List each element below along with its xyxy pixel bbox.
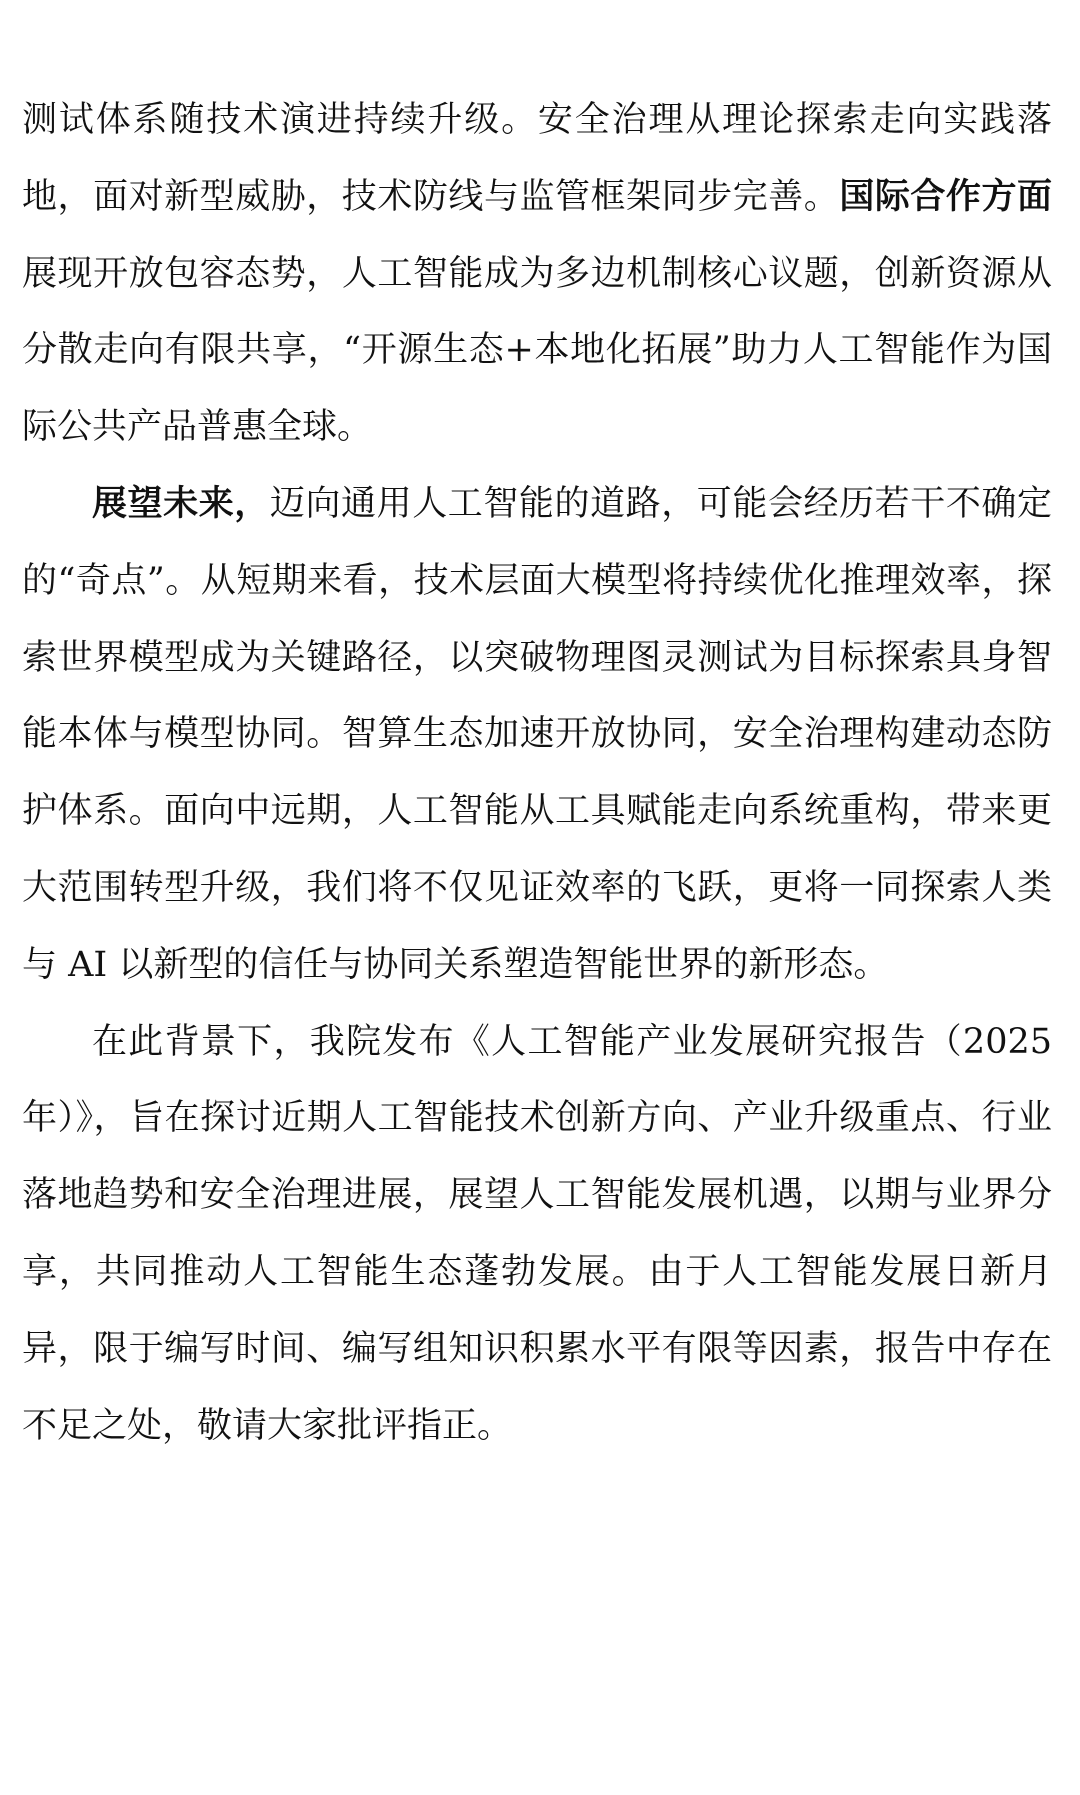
bold-heading-international-cooperation: 国际合作方面: [839, 176, 1052, 217]
paragraph-outlook: [22, 466, 1052, 1004]
paragraph-international-cooperation: [22, 82, 1052, 466]
paragraph-text: 测试体系随技术演进持续升级。安全治理从理论探索走向实践落地，面对新型威胁，技术防线与监管框架同步完善。: [22, 100, 1052, 217]
paragraph-report-release: [22, 1004, 1052, 1465]
paragraph-text: 迈向通用人工智能的道路，可能会经历若干不确定的“奇点”。从短期来看，技术层面大模型将持续优化推理效率，探索世界模型成为关键路径，以突破物理图灵测试为目标探索具身智能本体与模型协同。智算生态加速开放协同，安全治理构建动态防护体系。面向中远期，人工智能从工具赋能走向系统重构，带来更大范围转型升级，我们将不仅见证效率的飞跃，更将一同探索人类与 AI 以新型的信任与协同关系塑造智能世界的新形态。: [22, 483, 1052, 985]
paragraph-text: 展现开放包容态势，人工智能成为多边机制核心议题，创新资源从分散走向有限共享，“开源生态+本地化拓展”助力人工智能作为国际公共产品普惠全球。: [22, 253, 1052, 448]
paragraph-text: 在此背景下，我院发布《人工智能产业发展研究报告（2025 年）》，旨在探讨近期人工智能技术创新方向、产业升级重点、行业落地趋势和安全治理进展，展望人工智能发展机遇，以期与业界分享，共同推动人工智能生态蓬勃发展。由于人工智能发展日新月异，限于编写时间、编写组知识积累水平有限等因素，报告中存在不足之处，敬请大家批评指正。: [22, 1021, 1052, 1446]
document-body: [22, 82, 1052, 1464]
bold-heading-outlook: 展望未来，: [92, 483, 270, 524]
